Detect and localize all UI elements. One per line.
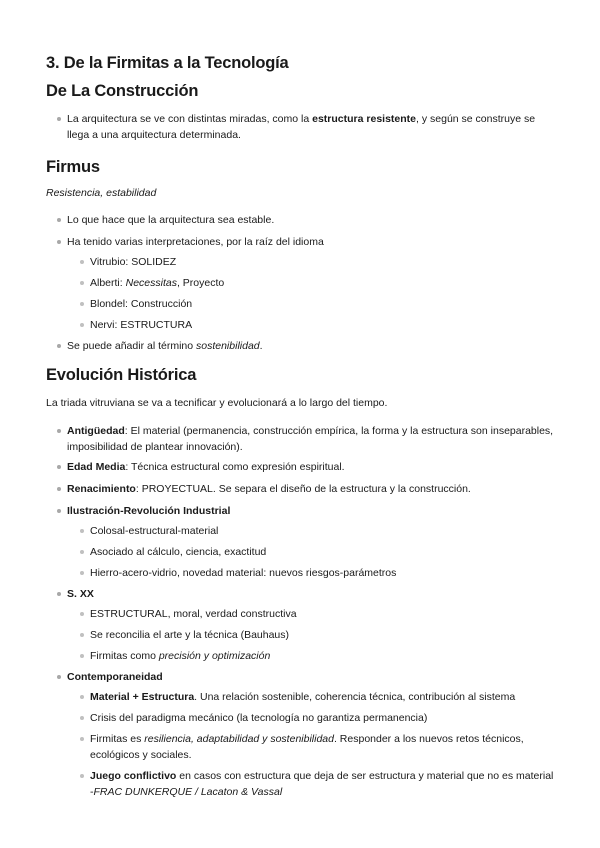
list-item: Juego conflictivo en casos con estructura que deja de ser estructura y material que no es material -FRAC DUNKERQUE / Lacaton & Vassal [67,768,554,800]
list-item: Ha tenido varias interpretaciones, por la raíz del idioma Vitrubio: SOLIDEZ Alberti: Necessitas, Proyecto Blondel: Construcción Nervi: ESTRUCTURA [46,234,554,333]
section-heading-firmus: Firmus [46,158,100,176]
contemporaneidad-sublist [67,689,554,800]
list-item: Antigüedad: El material (permanencia, construcción empírica, la forma y la estructura son inseparables, imposibilidad de plantear innovación). [46,423,554,455]
list-item: Hierro-acero-vidrio, novedad material: nuevos riesgos-parámetros [67,565,554,581]
list-item: La arquitectura se ve con distintas miradas, como la estructura resistente, y según se construye se llega a una arquitectura determinada. [46,111,554,143]
firmus-subtitle: Resistencia, estabilidad [46,187,157,199]
list-item: Edad Media: Técnica estructural como expresión espiritual. [46,459,554,475]
section-heading-evolucion: Evolución Histórica [46,366,197,384]
list-item: Lo que hace que la arquitectura sea estable. [46,212,554,228]
list-item: Blondel: Construcción [67,296,554,312]
list-item: Se reconcilia el arte y la técnica (Bauhaus) [67,627,554,643]
list-item: Vitrubio: SOLIDEZ [67,254,554,270]
evolucion-intro: La triada vitruviana se va a tecnificar y evolucionará a lo largo del tiempo. [46,397,388,409]
firmus-list [46,212,554,354]
list-item: S. XX ESTRUCTURAL, moral, verdad constructiva Se reconcilia el arte y la técnica (Bauhaus) Firmitas como precisión y optimización [46,586,554,664]
list-item: Crisis del paradigma mecánico (la tecnología no garantiza permanencia) [67,710,554,726]
page-subtitle: De La Construcción [46,82,199,100]
intro-list [46,111,554,143]
evolucion-list [46,423,554,800]
list-item: Se puede añadir al término sostenibilidad. [46,338,554,354]
list-item: Renacimiento: PROYECTUAL. Se separa el diseño de la estructura y la construcción. [46,481,554,497]
interpretations-list [67,254,554,333]
list-item: Alberti: Necessitas, Proyecto [67,275,554,291]
page-title: 3. De la Firmitas a la Tecnología [46,54,289,72]
ilustracion-sublist [67,523,554,581]
list-item: Colosal-estructural-material [67,523,554,539]
list-item: Contemporaneidad Material + Estructura. Una relación sostenible, coherencia técnica, contribución al sistema Crisis del paradigma mecánico (la tecnología no garantiza permanencia) Firmitas es resiliencia, adaptabilidad y sostenibilidad. Responder a los nuevos retos técnicos, ecológicos y sociales. Juego conflictivo en casos con estructura que deja de ser estructura y material que no es material -FRAC DUNKERQUE / Lacaton & Vassal [46,669,554,800]
list-item: Material + Estructura. Una relación sostenible, coherencia técnica, contribución al sistema [67,689,554,705]
list-item: Firmitas como precisión y optimización [67,648,554,664]
list-item: Firmitas es resiliencia, adaptabilidad y sostenibilidad. Responder a los nuevos retos técnicos, ecológicos y sociales. [67,731,554,763]
list-item: Nervi: ESTRUCTURA [67,317,554,333]
list-item: Asociado al cálculo, ciencia, exactitud [67,544,554,560]
list-item: Ilustración-Revolución Industrial Colosal-estructural-material Asociado al cálculo, ciencia, exactitud Hierro-acero-vidrio, novedad material: nuevos riesgos-parámetros [46,503,554,581]
sxx-sublist [67,606,554,664]
list-item: ESTRUCTURAL, moral, verdad constructiva [67,606,554,622]
